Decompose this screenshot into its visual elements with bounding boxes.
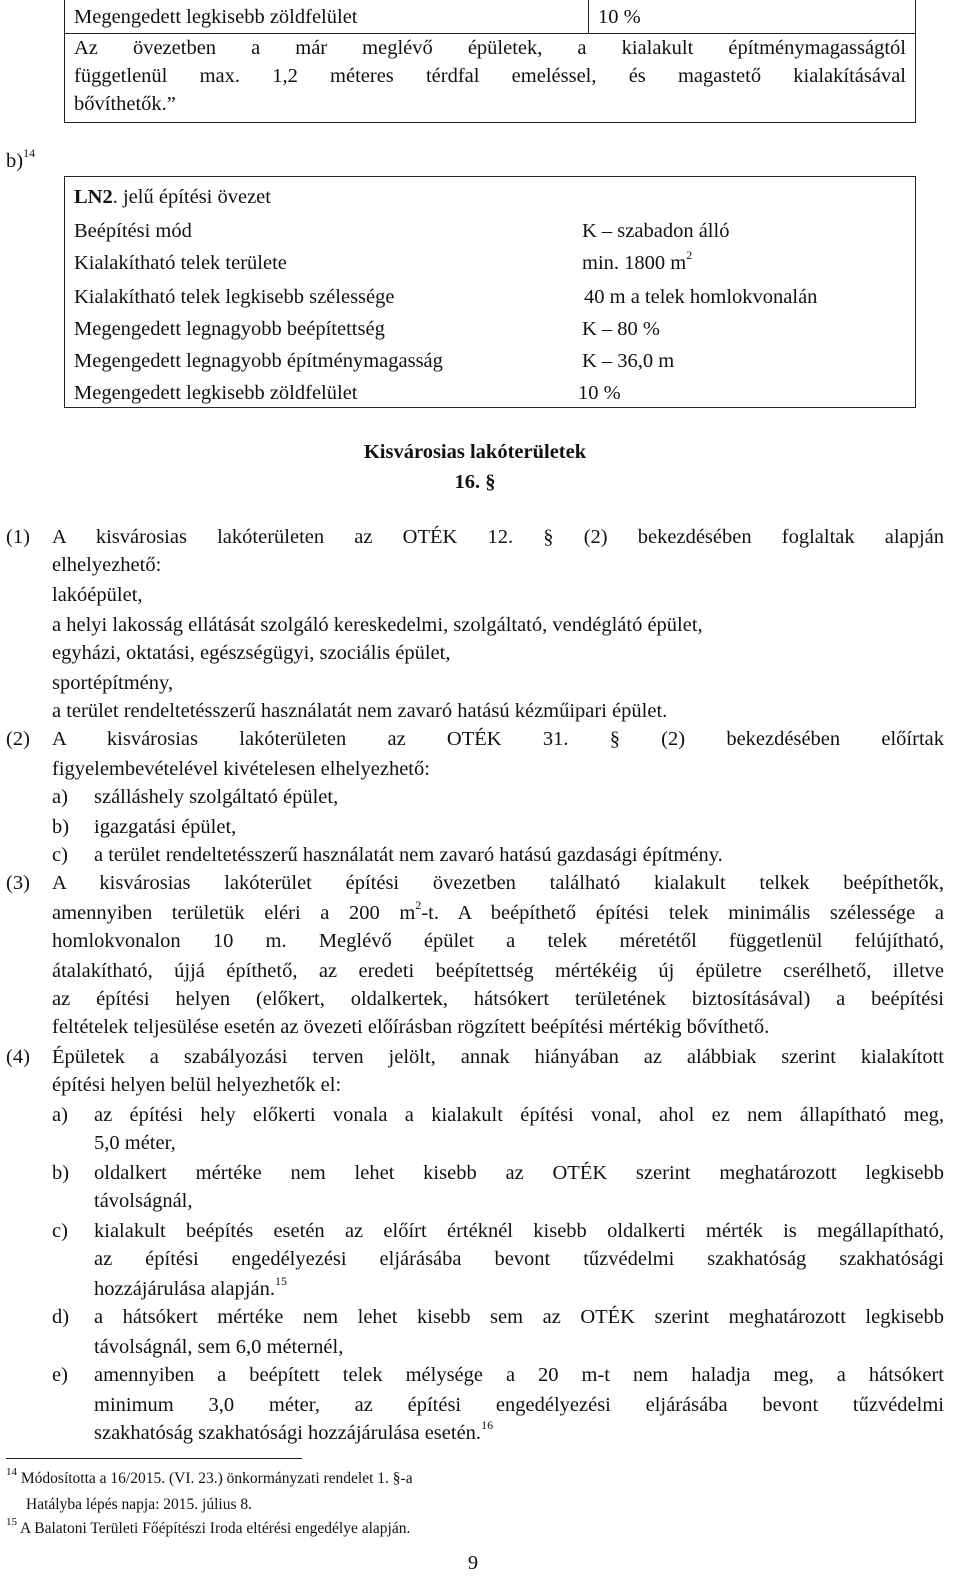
paragraph-line: átalakítható, újjá építhető, az eredeti beépítettség mértékéig új épületre cserélhető, illetve [52,960,944,982]
paragraph-line: figyelembevételével kivételesen elhelyezhető: [52,758,430,780]
list-item: hozzájárulása alapján.$^{15}$ [94,1274,287,1300]
paragraph-line: építési helyen belül helyezhetők el: [52,1074,342,1096]
paragraph-line: az építési helyen (előkert, oldalkertek, hátsókert területének biztosításával) a beépítési [52,988,944,1010]
list-item: egyházi, oktatási, egészségügyi, szociális épület, [52,642,451,664]
list-item: sportépítmény, [52,672,174,694]
list-letter: d) [52,1306,70,1328]
list-item: 5,0 méter, [94,1132,176,1154]
list-letter: b) [52,816,70,838]
list-item: minimum 3,0 méter, az építési engedélyezési eljárásába bevont tűzvédelmi [94,1394,944,1416]
footnote-ref: 16 [481,1418,494,1433]
list-item: oldalkert mértéke nem lehet kisebb az OTÉK szerint meghatározott legkisebb [94,1162,944,1184]
list-item: a terület rendeltetésszerű használatát nem zavaró hatású kézműipari épület. [52,700,668,722]
footnote-continuation: Hatályba lépés napja: 2015. július 8. [26,1496,252,1513]
list-item: kialakult beépítés esetén az előírt értéknél kisebb oldalkerti mérték is megállapítható, [94,1220,944,1242]
zone-row-value: 10 % [578,382,621,404]
footnote-separator [6,1458,302,1459]
list-item: igazgatási épület, [94,816,237,838]
paragraph-line: amennyiben területük eléri a 200 $m^2-t$. A beépíthető építési telek minimális szélessége a [52,898,944,924]
list-letter: e) [52,1364,68,1386]
paragraph-line: feltételek teljesülése esetén az övezeti előírásban rögzített beépítési mértékig bővíthető. [52,1016,770,1038]
list-item: szakhatóság szakhatósági hozzájárulása esetén.$^{16}$ [94,1418,494,1444]
section-label: b)$^{14}$ [6,146,36,172]
list-item: szálláshely szolgáltató épület, [94,786,339,808]
zone-row-value: K – 36,0 m [582,350,675,372]
page-number: 9 [467,1552,479,1574]
table-divider [588,0,589,33]
zone-row-label: Megengedett legkisebb zöldfelület [74,382,358,404]
zone-row-label: Kialakítható telek legkisebb szélessége [74,286,395,308]
paragraph-line: Épületek a szabályozási terven jelölt, annak hiányában az alábbiak szerint kialakított [52,1046,944,1068]
section-heading: Kisvárosias lakóterületek [363,441,587,463]
list-item: a terület rendeltetésszerű használatát nem zavaró hatású gazdasági építmény. [94,844,723,866]
list-item: az építési hely előkerti vonala a kialakult építési vonal, ahol ez nem állapítható meg, [94,1104,944,1126]
paragraph-number: (3) [6,872,30,894]
zone-row-value: min. 1800 $m^2$ [582,248,693,274]
paragraph-number: (1) [6,526,30,548]
list-item: a helyi lakosság ellátását szolgáló kereskedelmi, szolgáltató, vendéglátó épület, [52,614,703,636]
paragraph-line: A kisvárosias lakóterületen az OTÉK 31. § (2) bekezdésében előírtak [52,728,944,750]
table-note-line: függetlenül max. 1,2 méteres térdfal emeléssel, és magastető kialakításával [74,65,906,87]
footnote: $^{15}$ A Balatoni Területi Főépítészi Iroda eltérési engedélye alapján. [6,1515,411,1537]
footnote-ref: 14 [23,146,36,161]
list-letter: c) [52,844,68,866]
list-letter: a) [52,1104,68,1126]
zone-row-label: Megengedett legnagyobb beépítettség [74,318,385,340]
paragraph-line: homlokvonalon 10 m. Meglévő épület a telek méretétől függetlenül felújítható, [52,930,944,952]
list-item: a hátsókert mértéke nem lehet kisebb sem az OTÉK szerint meghatározott legkisebb [94,1306,944,1328]
table-note-line: bővíthetők.” [74,93,176,115]
zone-row-label: Kialakítható telek területe [74,252,287,274]
paragraph-number: (4) [6,1046,30,1068]
table-cell-label: Megengedett legkisebb zöldfelület [74,6,358,28]
paragraph-line: A kisvárosias lakóterületen az OTÉK 12. § (2) bekezdésében foglaltak alapján [52,526,944,548]
zone-table-title: LN2. jelű építési övezet [74,186,271,208]
section-number: 16. § [454,471,496,493]
zone-row-label: Megengedett legnagyobb építménymagasság [74,350,443,372]
zone-row-value: K – 80 % [582,318,661,340]
list-item: az építési engedélyezési eljárásába bevont tűzvédelmi szakhatóság szakhatósági [94,1248,944,1270]
table-cell-value: 10 % [598,6,641,28]
list-letter: b) [52,1162,70,1184]
paragraph-line: elhelyezhető: [52,554,162,576]
paragraph-number: (2) [6,728,30,750]
zone-row-label: Beépítési mód [74,220,192,242]
list-letter: a) [52,786,68,808]
zone-row-value: K – szabadon álló [582,220,730,242]
list-item: amennyiben a beépített telek mélysége a 20 m-t nem haladja meg, a hátsókert [94,1364,944,1386]
footnote-ref: 15 [274,1274,287,1289]
zone-row-value: 40 m a telek homlokvonalán [584,286,818,308]
table-note-line: Az övezetben a már meglévő épületek, a kialakult építménymagasságtól [74,37,906,59]
footnote: $^{14}$ Módosította a 16/2015. (VI. 23.) önkormányzati rendelet 1. §-a [6,1465,413,1487]
list-item: távolságnál, sem 6,0 méternél, [94,1336,344,1358]
list-letter: c) [52,1220,68,1242]
paragraph-line: A kisvárosias lakóterület építési övezetben található kialakult telkek beépíthetők, [52,872,944,894]
list-item: távolságnál, [94,1190,193,1212]
list-item: lakóépület, [52,584,143,606]
